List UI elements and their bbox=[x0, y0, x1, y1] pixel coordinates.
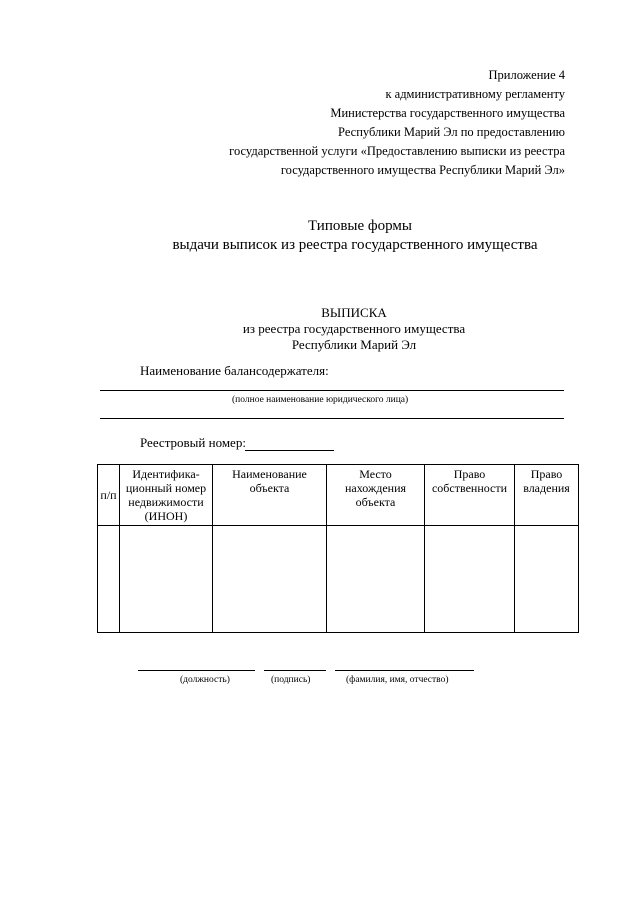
appendix-line: Приложение 4 bbox=[488, 68, 565, 82]
extract-heading bbox=[0, 305, 620, 353]
table-cell bbox=[327, 526, 425, 633]
column-header-object-name: Наименование объекта bbox=[213, 465, 327, 526]
holder-line-2 bbox=[100, 418, 564, 419]
column-header-location: Место нахождения объекта bbox=[327, 465, 425, 526]
registry-number-field bbox=[245, 450, 334, 451]
holder-label: Наименование балансодержателя: bbox=[140, 363, 329, 378]
forms-title-line2: выдачи выписок из реестра государственного имущества bbox=[172, 237, 538, 253]
signature-caption-sign: (подпись) bbox=[271, 675, 311, 685]
column-header-ownership-right: Право собственности bbox=[425, 465, 515, 526]
holder-caption: (полное наименование юридического лица) bbox=[232, 395, 409, 405]
extract-subtitle-line2: Республики Марий Эл bbox=[291, 337, 417, 352]
extract-title: ВЫПИСКА bbox=[321, 305, 387, 320]
table-cell bbox=[120, 526, 213, 633]
appendix-header bbox=[229, 66, 565, 180]
appendix-line: Министерства государственного имущества bbox=[330, 106, 565, 120]
signature-line-name bbox=[335, 670, 474, 671]
appendix-line: Республики Марий Эл по предоставлению bbox=[338, 125, 565, 139]
signature-caption-position: (должность) bbox=[180, 675, 230, 685]
appendix-line: государственной услуги «Предоставлению выписки из реестра bbox=[229, 144, 565, 158]
table-row bbox=[98, 526, 579, 633]
table-cell bbox=[515, 526, 579, 633]
forms-title bbox=[0, 217, 620, 255]
column-header-inon: Идентифика-ционный номер недвижимости (ИНОН) bbox=[120, 465, 213, 526]
table-cell bbox=[98, 526, 120, 633]
appendix-line: государственного имущества Республики Марий Эл» bbox=[280, 163, 565, 177]
column-header-number: п/п bbox=[98, 465, 120, 526]
table-cell bbox=[213, 526, 327, 633]
table-header-row bbox=[98, 465, 579, 526]
registry-number-label: Реестровый номер: bbox=[140, 435, 246, 450]
column-header-possession-right: Право владения bbox=[515, 465, 579, 526]
holder-line-1 bbox=[100, 390, 564, 391]
appendix-line: к административному регламенту bbox=[385, 87, 565, 101]
signature-line-sign bbox=[264, 670, 326, 671]
registry-table bbox=[97, 464, 579, 633]
forms-title-line1: Типовые формы bbox=[308, 218, 412, 234]
signature-caption-name: (фамилия, имя, отчество) bbox=[346, 675, 449, 685]
table-cell bbox=[425, 526, 515, 633]
extract-subtitle-line1: из реестра государственного имущества bbox=[242, 321, 466, 336]
signature-line-position bbox=[138, 670, 255, 671]
